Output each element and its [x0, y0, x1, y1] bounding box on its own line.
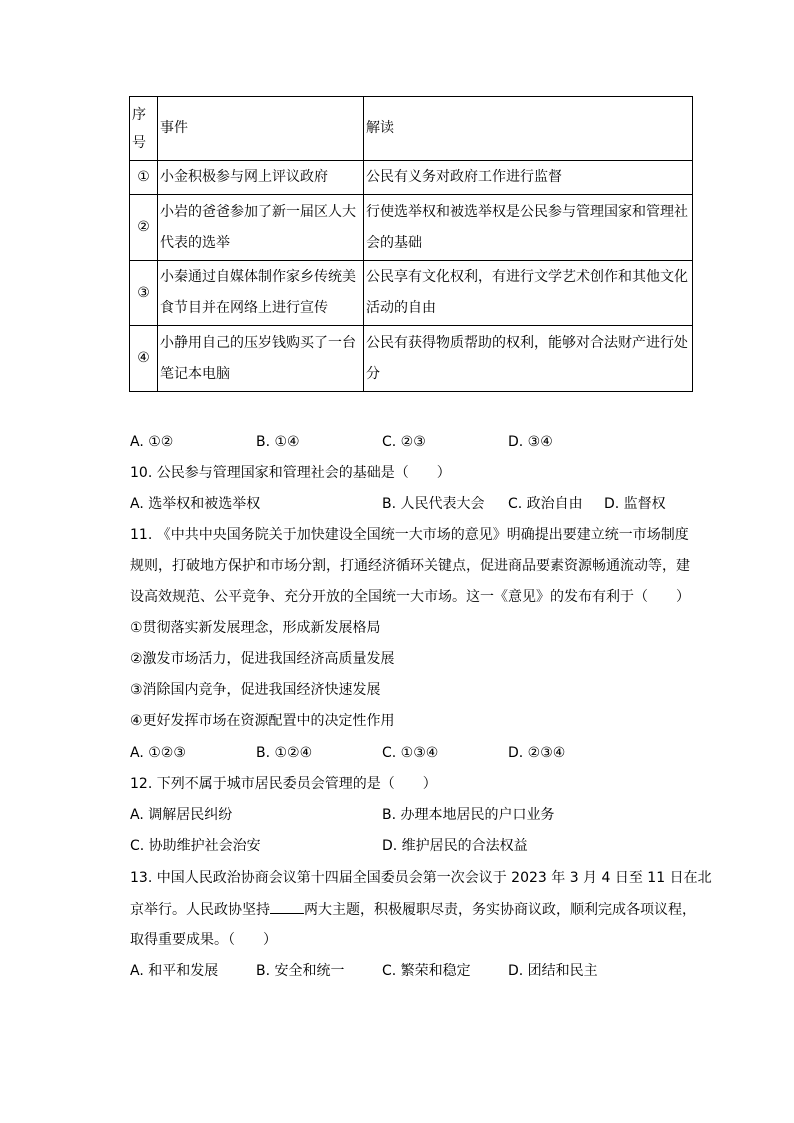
q9-option-a: A. ①② — [130, 434, 174, 450]
q13-stem-line-3: 取得重要成果。（ ） — [130, 932, 277, 948]
q11-item-1: ①贯彻落实新发展理念，形成新发展格局 — [130, 620, 381, 636]
row-event: 小金积极参与网上评议政府 — [158, 161, 364, 195]
row-interpretation: 公民享有文化权利，有进行文学艺术创作和其他文化活动的自由 — [364, 261, 693, 326]
q12-option-a: A. 调解居民纠纷 — [130, 807, 233, 823]
q10-option-c: C. 政治自由 — [508, 496, 583, 512]
q13-stem-line-2 — [130, 899, 696, 920]
row-interpretation: 公民有义务对政府工作进行监督 — [364, 161, 693, 195]
q13-stem-line-2-end: 两大主题，积极履职尽责，务实协商议政，顺利完成各项议程， — [304, 902, 696, 918]
q11-item-3: ③消除国内竞争，促进我国经济快速发展 — [130, 682, 381, 698]
row-number: ③ — [130, 261, 158, 326]
q11-stem-line-3: 设高效规范、公平竞争、充分开放的全国统一大市场。这一《意见》的发布有利于（ ） — [130, 589, 690, 605]
table-row — [130, 195, 693, 261]
row-event: 小秦通过自媒体制作家乡传统美食节目并在网络上进行宣传 — [158, 261, 364, 326]
q11-option-a: A. ①②③ — [130, 745, 186, 761]
q9-option-b: B. ①④ — [256, 434, 300, 450]
q12-stem: 12. 下列不属于城市居民委员会管理的是（ ） — [130, 776, 437, 792]
q9-option-d: D. ③④ — [508, 434, 553, 450]
header-cell-interpretation: 解读 — [364, 97, 693, 161]
q13-option-b: B. 安全和统一 — [256, 963, 345, 979]
table-row — [130, 161, 693, 195]
row-event: 小静用自己的压岁钱购买了一台笔记本电脑 — [158, 326, 364, 392]
q13-option-d: D. 团结和民主 — [508, 963, 598, 979]
q11-stem-line-1: 11. 《中共中央国务院关于加快建设全国统一大市场的意见》明确提出要建立统一市场制度 — [130, 527, 689, 543]
q11-item-4: ④更好发挥市场在资源配置中的决定性作用 — [130, 713, 395, 729]
q10-option-a: A. 选举权和被选举权 — [130, 496, 261, 512]
q11-option-d: D. ②③④ — [508, 745, 566, 761]
q9-option-c: C. ②③ — [382, 434, 426, 450]
q13-stem-line-1: 13. 中国人民政治协商会议第十四届全国委员会第一次会议于 2023 年 3 月 4 日至 11 日在北 — [130, 870, 712, 886]
header-cell-event: 事件 — [158, 97, 364, 161]
row-event: 小岩的爸爸参加了新一届区人大代表的选举 — [158, 195, 364, 261]
q12-option-c: C. 协助维护社会治安 — [130, 838, 261, 854]
row-number: ② — [130, 195, 158, 261]
q10-stem: 10. 公民参与管理国家和管理社会的基础是（ ） — [130, 465, 451, 481]
q10-option-d: D. 监督权 — [604, 496, 666, 512]
q11-option-c: C. ①③④ — [382, 745, 439, 761]
table-row — [130, 261, 693, 326]
header-cell-number: 序号 — [130, 97, 158, 161]
q13-stem-line-2-start: 京举行。人民政协坚持 — [130, 902, 270, 918]
q12-option-d: D. 维护居民的合法权益 — [382, 838, 528, 854]
q11-option-b: B. ①②④ — [256, 745, 313, 761]
row-number: ① — [130, 161, 158, 195]
q13-option-a: A. 和平和发展 — [130, 963, 219, 979]
question-9-table — [129, 96, 693, 392]
row-number: ④ — [130, 326, 158, 392]
q11-item-2: ②激发市场活力，促进我国经济高质量发展 — [130, 651, 395, 667]
table-header-row — [130, 97, 693, 161]
fill-in-blank — [270, 899, 304, 914]
q11-stem-line-2: 规则，打破地方保护和市场分割，打通经济循环关键点，促进商品要素资源畅通流动等，建 — [130, 558, 690, 574]
q12-option-b: B. 办理本地居民的户口业务 — [382, 807, 555, 823]
q13-option-c: C. 繁荣和稳定 — [382, 963, 471, 979]
q10-option-b: B. 人民代表大会 — [382, 496, 485, 512]
table-row — [130, 326, 693, 392]
row-interpretation: 公民有获得物质帮助的权利，能够对合法财产进行处分 — [364, 326, 693, 392]
row-interpretation: 行使选举权和被选举权是公民参与管理国家和管理社会的基础 — [364, 195, 693, 261]
